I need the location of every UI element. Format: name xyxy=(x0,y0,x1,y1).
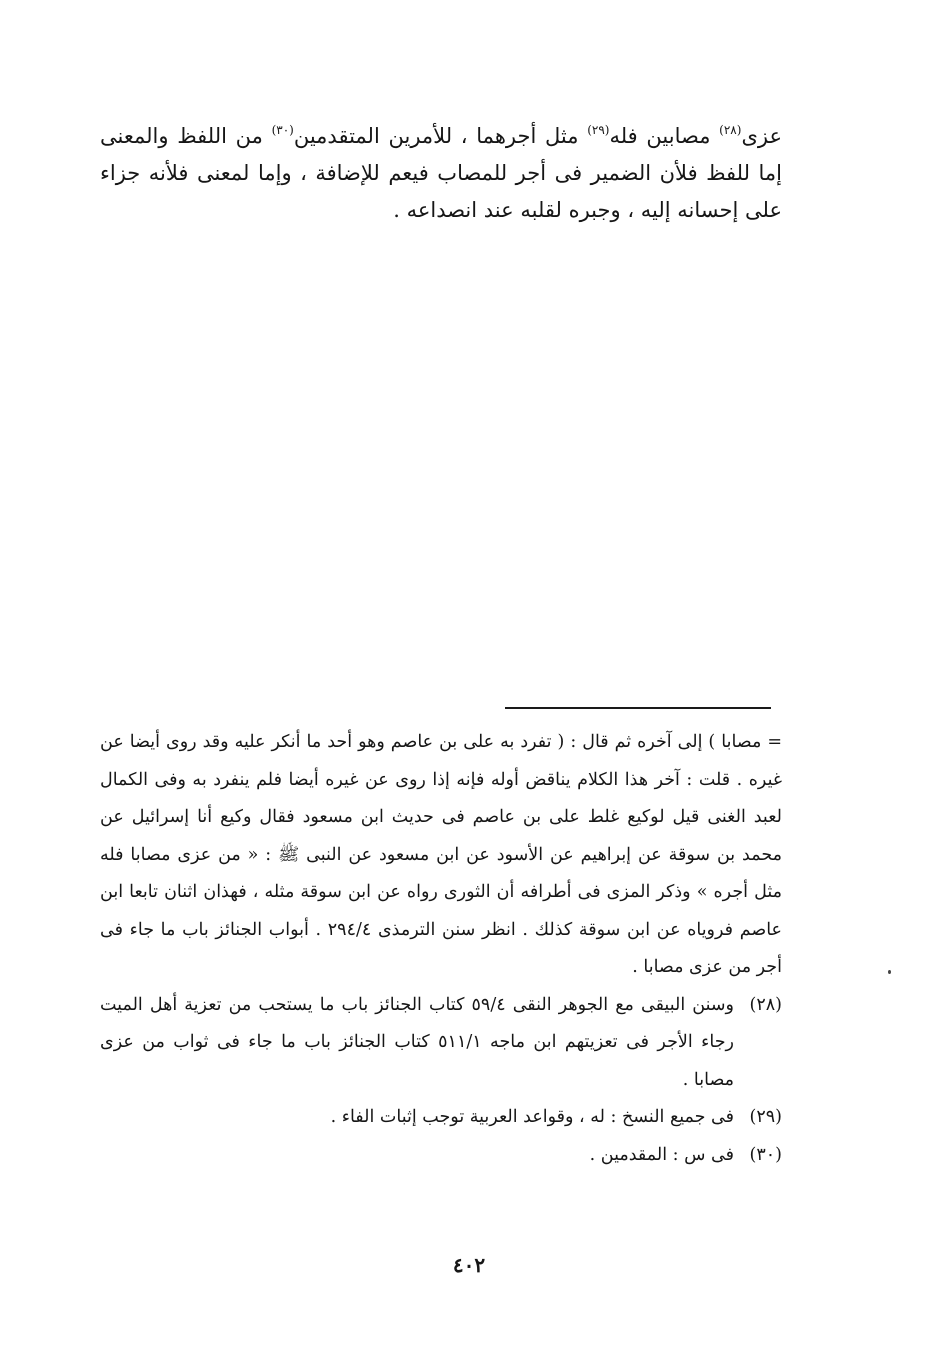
footnote-28 xyxy=(100,987,782,1100)
footnote-separator xyxy=(505,707,771,709)
footnote-number: (٢٩) xyxy=(749,1107,782,1127)
footnote-number: (٣٠) xyxy=(749,1144,782,1165)
footnote-30 xyxy=(100,1137,782,1175)
footnote-ref-29[interactable]: (٢٩) xyxy=(587,123,610,137)
main-text-segment: عزى xyxy=(741,124,782,148)
footnote-text: فى جميع النسخ : له ، وقواعد العربية توجب إثبات الفاء . xyxy=(330,1107,734,1127)
footnote-29 xyxy=(100,1099,782,1137)
main-text-segment: مصابين فله xyxy=(609,124,720,148)
footnote-text: فى س : المقدمين . xyxy=(589,1144,734,1165)
footnote-ref-28[interactable]: (٢٨) xyxy=(719,123,742,137)
footnotes-block xyxy=(100,724,782,1174)
scan-speck xyxy=(888,970,891,974)
footnote-ref-30[interactable]: (٣٠) xyxy=(271,123,294,137)
footnote-number: (٢٨) xyxy=(749,994,782,1015)
footnote-continuation: = مصابا ) إلى آخره ثم قال : ( تفرد به على بن عاصم وهو أحد ما أنكر عليه وقد روى أيضا عن غيره . قلت : آخر هذا الكلام يناقض أوله فإنه إذا روى عن غيره أيضا فلم ينفرد به وفى الكمال لعبد الغنى قيل لوكيع غلط على بن عاصم فى حديث ابن مسعود فقال وكيع أنا إسرائيل عن محمد بن سوقة عن إبراهيم عن الأسود عن ابن مسعود عن النبى ﷺ : « من عزى مصابا فله مثل أجره » وذكر المزى فى أطرافه أن الثورى رواه عن ابن سوقة مثله ، فهذان اثنان تابعا ابن عاصم فروياه عن ابن سوقة كذلك . انظر سنن الترمذى ٢٩٤/٤ . أبواب الجنائز باب ما جاء فى أجر من عزى مصابا . xyxy=(100,732,782,977)
main-text-segment: من اللفظ والمعنى إما للفظ فلأن الضمير فى أجر للمصاب فيعم للإضافة ، وإما لمعنى فلأنه جزاء على إحسانه إليه ، وجبره لقلبه عند انصداعه . xyxy=(100,124,782,222)
main-text-block xyxy=(100,118,782,229)
footnote-text: وسنن البيقى مع الجوهر النقى ٥٩/٤ كتاب الجنائز باب ما يستحب من تعزية أهل الميت رجاء الأجر فى تعزيتهم ابن ماجه ٥١١/١ كتاب الجنائز باب ما جاء فى ثواب من عزى مصابا . xyxy=(100,994,734,1090)
main-text-segment: مثل أجرهما ، للأمرين المتقدمين xyxy=(293,124,588,148)
main-paragraph xyxy=(100,118,782,229)
page-number: ٤٠٢ xyxy=(452,1253,486,1277)
